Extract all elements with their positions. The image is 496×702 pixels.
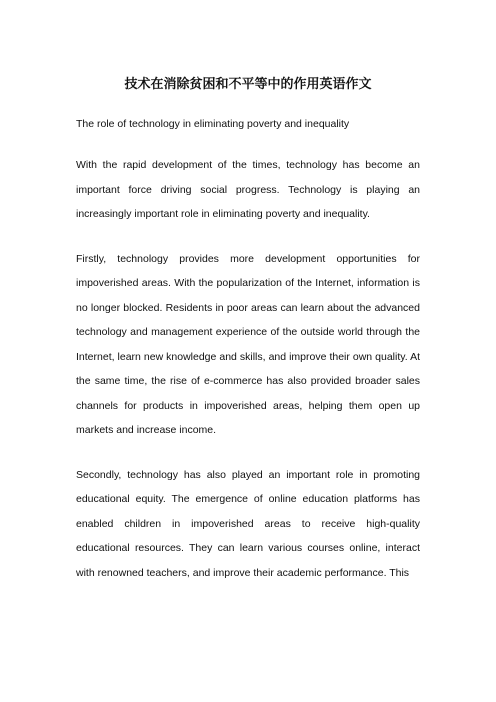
- paragraph-secondly: Secondly, technology has also played an important role in promoting educational equity. The emergence of online education platforms has enabled children in impoverished areas to receive high-quality educational resources. They can learn various courses online, interact with renowned teachers, and improve their academic performance. This: [76, 468, 420, 579]
- paragraph-firstly: Firstly, technology provides more development opportunities for impoverished areas. With the popularization of the Internet, information is no longer blocked. Residents in poor areas can learn about the advanced technology and management experience of the outside world through the Internet, learn new knowledge and skills, and improve their own quality. At the same time, the rise of e-commerce has also provided broader sales channels for products in impoverished areas, helping them open up markets and increase income.: [76, 252, 420, 436]
- paragraph-intro: With the rapid development of the times, technology has become an important force driving social progress. Technology is playing an increasingly important role in eliminating poverty and inequality.: [76, 159, 420, 220]
- document-title: 技术在消除贫困和不平等中的作用英语作文: [124, 77, 372, 92]
- document-subtitle: The role of technology in eliminating poverty and inequality: [76, 118, 350, 130]
- document-body: [76, 116, 420, 605]
